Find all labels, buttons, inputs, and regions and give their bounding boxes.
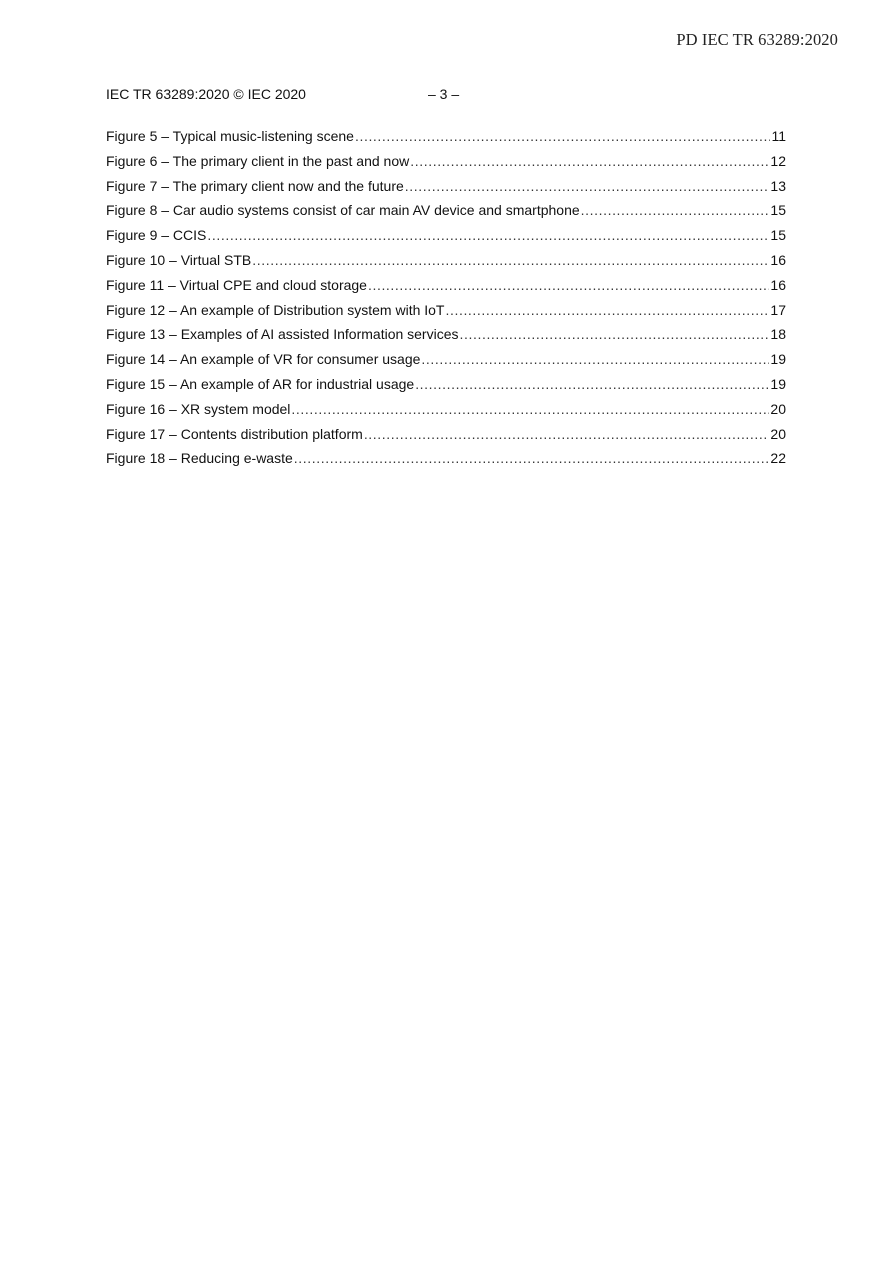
toc-dot-leader: [355, 127, 770, 145]
toc-dot-leader: [421, 350, 769, 368]
toc-entry-page: 18: [770, 326, 786, 343]
list-of-figures: [106, 127, 786, 474]
toc-entry[interactable]: [106, 152, 786, 177]
toc-entry-page: 12: [770, 152, 786, 169]
toc-entry-page: 15: [770, 227, 786, 244]
header-standard-copyright: IEC TR 63289:2020 © IEC 2020: [106, 86, 306, 102]
toc-entry-title: Figure 7 – The primary client now and the future: [106, 177, 404, 194]
toc-entry-page: 13: [770, 177, 786, 194]
toc-entry[interactable]: [106, 301, 786, 326]
toc-entry-title: Figure 8 – Car audio systems consist of car main AV device and smartphone: [106, 202, 580, 219]
toc-entry[interactable]: [106, 226, 786, 251]
toc-entry-title: Figure 17 – Contents distribution platform: [106, 425, 363, 442]
toc-entry-page: 16: [770, 251, 786, 268]
toc-dot-leader: [405, 177, 770, 195]
toc-entry[interactable]: [106, 400, 786, 425]
toc-dot-leader: [364, 425, 770, 443]
toc-entry[interactable]: [106, 201, 786, 226]
toc-entry-page: 19: [770, 351, 786, 368]
toc-entry-title: Figure 10 – Virtual STB: [106, 251, 252, 268]
toc-dot-leader: [445, 301, 769, 319]
document-id: PD IEC TR 63289:2020: [676, 30, 838, 49]
toc-entry-title: Figure 14 – An example of VR for consumer usage: [106, 351, 421, 368]
toc-entry[interactable]: [106, 177, 786, 202]
toc-entry-title: Figure 11 – Virtual CPE and cloud storage: [106, 276, 367, 293]
toc-entry-title: Figure 12 – An example of Distribution system with IoT: [106, 301, 445, 318]
toc-entry-title: Figure 15 – An example of AR for industrial usage: [106, 375, 415, 392]
toc-entry[interactable]: [106, 350, 786, 375]
toc-entry[interactable]: [106, 325, 786, 350]
toc-dot-leader: [415, 375, 769, 393]
toc-entry-page: 19: [770, 375, 786, 392]
running-header: [106, 86, 786, 104]
toc-entry-title: Figure 9 – CCIS: [106, 227, 207, 244]
toc-entry-title: Figure 5 – Typical music-listening scene: [106, 128, 354, 144]
toc-entry-page: 11: [771, 128, 786, 144]
toc-entry-page: 15: [770, 202, 786, 219]
toc-entry-page: 22: [770, 450, 786, 467]
toc-entry-page: 16: [770, 276, 786, 293]
toc-dot-leader: [252, 251, 769, 269]
toc-entry-title: Figure 13 – Examples of AI assisted Information services: [106, 326, 459, 343]
toc-dot-leader: [368, 276, 769, 294]
toc-entry[interactable]: [106, 251, 786, 276]
toc-entry-title: Figure 18 – Reducing e-waste: [106, 450, 293, 467]
toc-dot-leader: [291, 400, 769, 418]
toc-dot-leader: [410, 152, 769, 170]
toc-entry-page: 17: [770, 301, 786, 318]
toc-entry[interactable]: [106, 127, 786, 152]
toc-entry[interactable]: [106, 276, 786, 301]
toc-dot-leader: [460, 325, 770, 343]
toc-dot-leader: [581, 201, 770, 219]
toc-entry-page: 20: [770, 400, 786, 417]
toc-entry-title: Figure 16 – XR system model: [106, 400, 291, 417]
header-page-number: – 3 –: [428, 86, 460, 102]
toc-entry-page: 20: [770, 425, 786, 442]
toc-entry-title: Figure 6 – The primary client in the past and now: [106, 152, 410, 169]
toc-entry[interactable]: [106, 425, 786, 450]
toc-dot-leader: [207, 226, 769, 244]
toc-dot-leader: [294, 449, 770, 467]
toc-entry[interactable]: [106, 375, 786, 400]
toc-entry[interactable]: [106, 449, 786, 474]
